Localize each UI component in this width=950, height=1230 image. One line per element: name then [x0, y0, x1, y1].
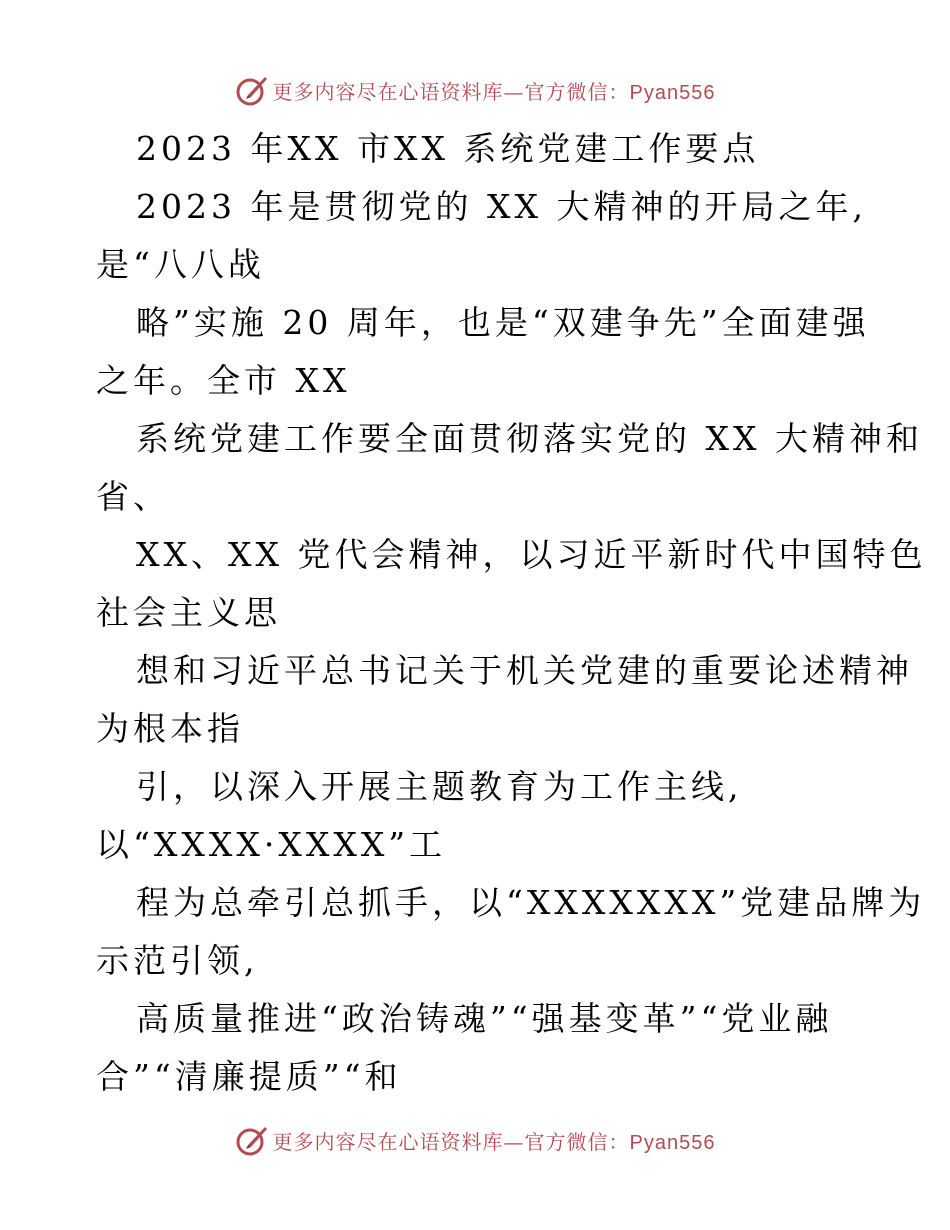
paragraph-line: 为根本指	[96, 709, 244, 748]
paragraph-line: XX、XX 党代会精神，以习近平新时代中国特色	[136, 535, 927, 574]
paragraph-line: 社会主义思	[96, 593, 281, 632]
paragraph-line: 2023 年是贯彻党的 XX 大精神的开局之年,	[136, 187, 867, 226]
footer-watermark	[0, 1120, 950, 1160]
paragraph-line: 以“XXXX·XXXX”工	[96, 825, 447, 864]
watermark-text: 更多内容尽在心语资料库—官方微信：Pyan556	[272, 1129, 716, 1154]
paragraph-line: 是“八八战	[96, 245, 265, 284]
quill-pen-logo-icon	[235, 73, 269, 107]
watermark-text: 更多内容尽在心语资料库—官方微信：Pyan556	[272, 79, 716, 104]
paragraph-line: 想和习近平总书记关于机关党建的重要论述精神	[136, 651, 913, 690]
paragraph-line: 合”“清廉提质”“和	[96, 1057, 402, 1096]
paragraph-line: 高质量推进“政治铸魂”“强基变革”“党业融	[136, 999, 833, 1038]
paragraph-line: 程为总牵引总抓手，以“XXXXXXX”党建品牌为	[136, 883, 926, 922]
document-title: 2023 年XX 市XX 系统党建工作要点	[136, 129, 760, 168]
quill-pen-logo-icon	[235, 1123, 269, 1157]
paragraph-line: 系统党建工作要全面贯彻落实党的 XX 大精神和	[136, 419, 923, 458]
paragraph-line: 省、	[96, 477, 170, 516]
paragraph-line: 之年。全市 XX	[96, 361, 351, 400]
paragraph-line: 示范引领,	[96, 941, 259, 980]
paragraph-line: 引，以深入开展主题教育为工作主线,	[136, 767, 743, 806]
document-body	[96, 120, 927, 1106]
header-watermark	[0, 70, 950, 110]
paragraph-line: 略”实施 20 周年，也是“双建争先”全面建强	[136, 303, 870, 342]
